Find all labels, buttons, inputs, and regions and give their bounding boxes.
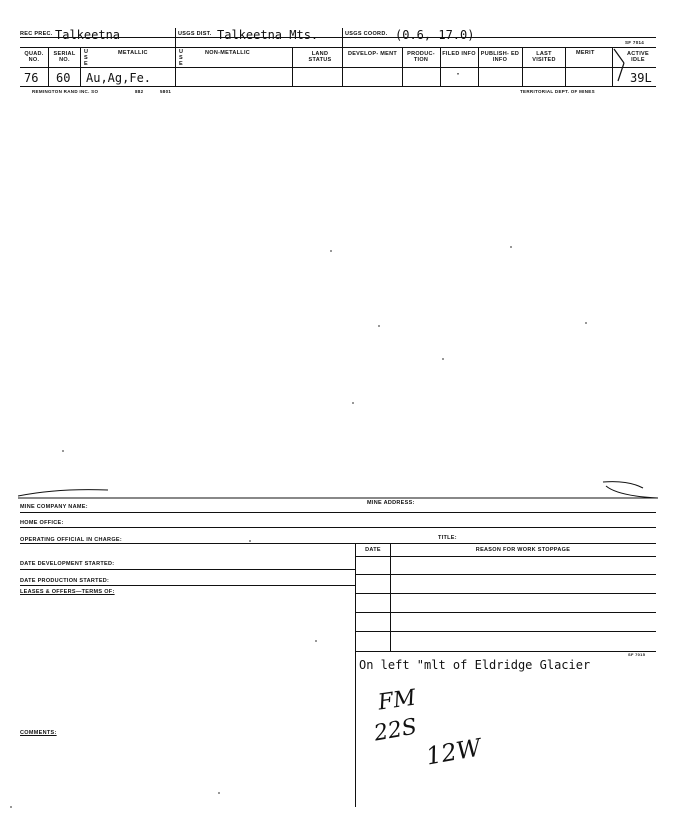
mine-address-label: MINE ADDRESS: (367, 500, 415, 506)
col-sep (522, 47, 523, 86)
col-sep (565, 47, 566, 86)
bottom-card-edge (18, 478, 658, 502)
header-development: DEVELOP- MENT (347, 51, 398, 57)
usgs-coord-label: USGS COORD. (345, 31, 388, 37)
comments-label: COMMENTS: (20, 730, 57, 736)
mine-company-name-label: MINE COMPANY NAME: (20, 504, 88, 510)
header-rule (20, 47, 656, 48)
typed-note: On left "mlt of Eldridge Glacier (359, 658, 591, 672)
handwriting-line-2: 22S (372, 714, 419, 747)
rule (355, 631, 656, 632)
rec-prec-value: Talkeetna (55, 28, 121, 42)
date-development-started-label: DATE DEVELOPMENT STARTED: (20, 561, 115, 567)
footer-code-1: 882 (135, 89, 144, 94)
header-serial-no: SERIAL NO. (53, 51, 76, 63)
col-sep (80, 47, 81, 86)
col-sep (292, 47, 293, 86)
header-non-metallic: NON-METALLIC (205, 50, 251, 56)
row-serial: 60 (56, 71, 71, 85)
handwriting-line-1: FM (376, 685, 418, 716)
col-sep (342, 47, 343, 86)
date-header: DATE (365, 547, 381, 553)
rule (20, 527, 656, 528)
header-use-non-metallic: U S E (179, 49, 184, 67)
header-metallic: METALLIC (118, 50, 148, 56)
footer-printer: REMINGTON RAND INC. SO (32, 89, 99, 94)
bottom-form-number: SF 7015 (628, 652, 646, 657)
rule (355, 556, 656, 557)
header-quad-no: QUAD. NO. (24, 51, 44, 63)
title-label: TITLE: (438, 535, 457, 541)
rec-prec-label: REC PREC. (20, 31, 53, 37)
bottom-rule (20, 86, 656, 87)
row-filed-info: · (455, 69, 462, 80)
right-table-left-border (355, 543, 356, 807)
reason-header: REASON FOR WORK STOPPAGE (475, 547, 571, 553)
rule (20, 512, 656, 513)
rule (355, 593, 656, 594)
footer-department: TERRITORIAL DEPT. OF MINES (520, 89, 595, 94)
usgs-dist-label: USGS DIST. (178, 31, 212, 37)
handwriting-line-3: 12W (423, 733, 484, 771)
date-col-sep (390, 543, 391, 652)
sep (175, 28, 176, 47)
operating-official-label: OPERATING OFFICIAL IN CHARGE: (20, 537, 122, 543)
row-quad: 76 (24, 71, 39, 85)
header-land-status: LAND STATUS (308, 51, 332, 63)
row-rule (20, 67, 656, 68)
row-active-idle: 39L (630, 71, 652, 85)
header-active-idle: ACTIVE IDLE (627, 51, 649, 63)
home-office-label: HOME OFFICE: (20, 520, 64, 526)
date-production-started-label: DATE PRODUCTION STARTED: (20, 578, 110, 584)
col-sep (440, 47, 441, 86)
col-sep (402, 47, 403, 86)
header-last-visited: LAST VISITED (532, 51, 556, 63)
sep (342, 28, 343, 47)
row-metallic: Au,Ag,Fe. (86, 71, 152, 85)
rule (20, 585, 355, 586)
header-published-info: PUBLISH- ED INFO (480, 51, 520, 63)
header-merit: MERIT (576, 50, 595, 56)
usgs-coord-value: (0.6, 17.0) (395, 28, 475, 42)
leases-offers-label: LEASES & OFFERS—TERMS OF: (20, 589, 115, 595)
rule (20, 543, 656, 544)
form-number: SF 7014 (625, 40, 645, 45)
rule (20, 569, 355, 570)
rule (355, 612, 656, 613)
col-sep (478, 47, 479, 86)
col-sep (175, 47, 176, 86)
rule (355, 574, 656, 575)
header-use-metallic: U S E (84, 49, 89, 67)
rule (355, 651, 656, 652)
usgs-dist-value: Talkeetna Mts. (217, 28, 319, 42)
header-production: PRODUC- TION (407, 51, 435, 63)
header-filed-info: FILED INFO (442, 51, 476, 57)
footer-code-2: 5801 (160, 89, 172, 94)
